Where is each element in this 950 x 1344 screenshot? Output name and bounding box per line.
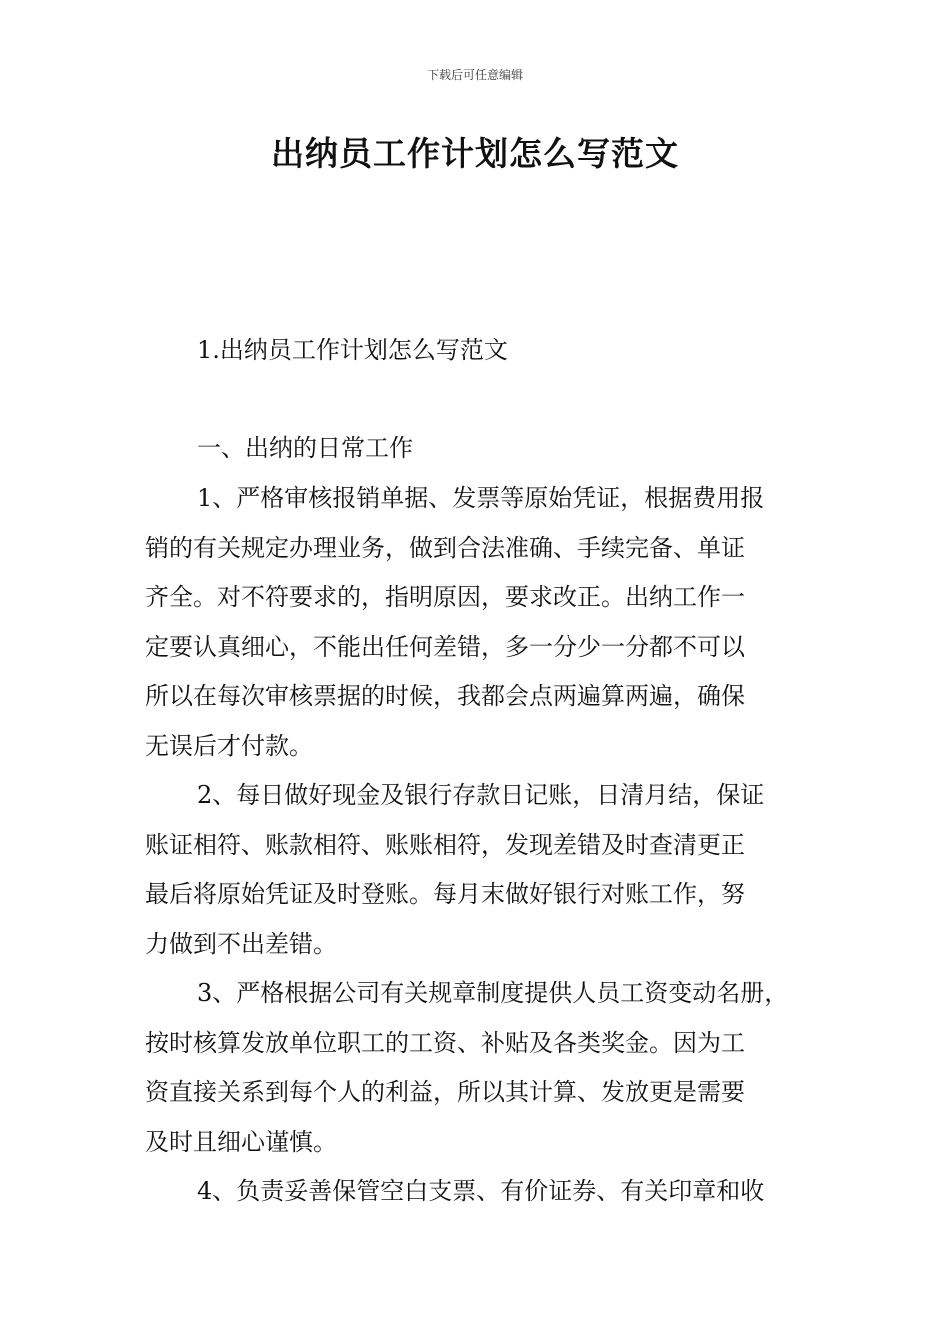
header-note: 下载后可任意编辑	[426, 68, 523, 82]
paragraph-line: 3、严格根据公司有关规章制度提供人员工资变动名册，	[197, 979, 789, 1007]
paragraph-line: 4、负责妥善保管空白支票、有价证券、有关印章和收	[197, 1177, 765, 1205]
paragraph-line: 账证相符、账款相符、账账相符，发现差错及时查清更正	[145, 830, 745, 859]
section-title: 1.出纳员工作计划怎么写范文	[197, 336, 508, 364]
paragraph-3	[145, 969, 815, 1167]
paragraph-line: 定要认真细心，不能出任何差错，多一分少一分都不可以	[145, 632, 745, 661]
paragraph-line: 资直接关系到每个人的利益，所以其计算、发放更是需要	[145, 1078, 745, 1106]
paragraph-4	[145, 1167, 815, 1217]
paragraph-line: 1、严格审核报销单据、发票等原始凭证，根据费用报	[197, 484, 765, 512]
paragraph-line: 最后将原始凭证及时登账。每月末做好银行对账工作，努	[145, 880, 745, 908]
paragraph-1	[145, 474, 815, 771]
paragraph-line: 力做到不出差错。	[145, 929, 337, 958]
subsection-heading: 一、出纳的日常工作	[197, 434, 413, 462]
paragraph-line: 及时且细心谨慎。	[145, 1127, 337, 1156]
body-text	[145, 474, 815, 1217]
paragraph-line: 无误后才付款。	[145, 731, 313, 760]
paragraph-line: 所以在每次审核票据的时候，我都会点两遍算两遍，确保	[145, 682, 745, 710]
paragraph-line: 齐全。对不符要求的，指明原因，要求改正。出纳工作一	[145, 583, 745, 611]
paragraph-line: 销的有关规定办理业务，做到合法准确、手续完备、单证	[145, 533, 745, 562]
paragraph-2	[145, 771, 815, 969]
paragraph-line: 按时核算发放单位职工的工资、补贴及各类奖金。因为工	[145, 1028, 745, 1057]
paragraph-line: 2、每日做好现金及银行存款日记账，日清月结，保证	[197, 781, 765, 809]
document-title: 出纳员工作计划怎么写范文	[271, 134, 679, 173]
